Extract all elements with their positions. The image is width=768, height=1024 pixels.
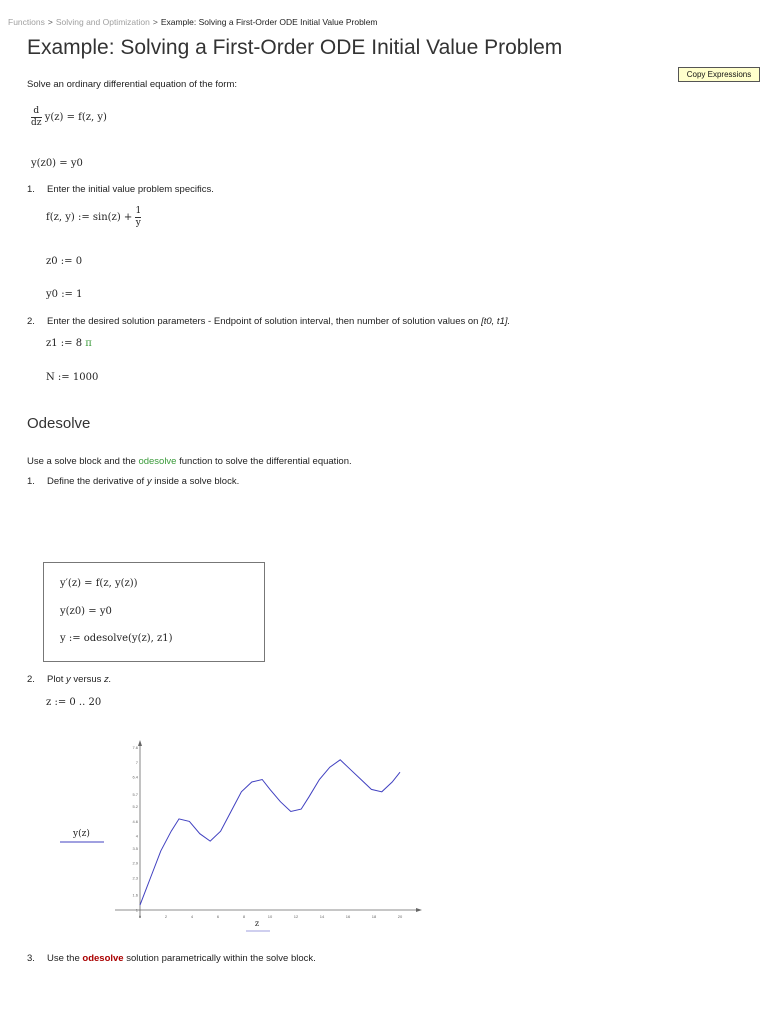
plot-var-y: y bbox=[66, 674, 71, 685]
y-tick-label: 5.2 bbox=[132, 804, 138, 810]
page-title: Example: Solving a First-Order ODE Initial Value Problem bbox=[27, 36, 563, 59]
derivative-fraction bbox=[31, 106, 42, 129]
copy-expressions-button[interactable]: Copy Expressions bbox=[678, 67, 760, 82]
y-tick-label: 4.6 bbox=[132, 818, 138, 824]
solve-block-initial: y(z0) = y0 bbox=[60, 606, 112, 617]
y-tick-label: 5.7 bbox=[132, 791, 138, 797]
y-tick-label: 2.9 bbox=[132, 860, 138, 866]
odesolve-ref[interactable]: odesolve bbox=[82, 953, 124, 964]
breadcrumb-current: Example: Solving a First-Order ODE Initial Value Problem bbox=[160, 17, 378, 27]
x-tick-label: 10 bbox=[267, 914, 273, 919]
line-chart[interactable] bbox=[73, 740, 430, 940]
f-fraction-numerator: 1 bbox=[135, 206, 142, 216]
intro-text: Solve an ordinary differential equation of the form: bbox=[27, 79, 238, 90]
step-3-prefix: Use the bbox=[47, 953, 83, 964]
step-3-number: 3. bbox=[27, 953, 35, 964]
solve-block[interactable] bbox=[43, 562, 265, 662]
step-1-text: Enter the initial value problem specifics. bbox=[47, 184, 214, 195]
step-2-text bbox=[47, 316, 510, 327]
solve-block-odesolve: y := odesolve(y(z), z1) bbox=[60, 633, 173, 644]
step-3-suffix: solution parametrically within the solve block. bbox=[123, 953, 316, 964]
plot-versus: versus bbox=[70, 674, 105, 685]
derivative-numerator: d bbox=[33, 106, 40, 116]
f-definition[interactable] bbox=[46, 206, 141, 229]
y-axis-arrow bbox=[138, 740, 142, 746]
n-definition[interactable]: N := 1000 bbox=[46, 372, 99, 383]
define-suffix: inside a solve block. bbox=[151, 476, 240, 487]
step-2-interval: [t0, t1]. bbox=[481, 316, 511, 327]
ode-equation bbox=[31, 106, 107, 129]
f-definition-lhs: f(z, y) := sin(z) + bbox=[46, 212, 133, 223]
intro-prefix: Use a solve block and the bbox=[27, 456, 139, 467]
section-heading-odesolve: Odesolve bbox=[27, 415, 91, 432]
f-fraction bbox=[135, 206, 141, 229]
x-tick-label: 0 bbox=[138, 914, 142, 919]
y-tick-label: 7.6 bbox=[132, 745, 138, 751]
x-tick-group bbox=[139, 914, 403, 919]
odesolve-link[interactable]: odesolve bbox=[138, 456, 177, 467]
solve-block-derivative: y′(z) = f(z, y(z)) bbox=[60, 578, 138, 589]
x-tick-label: 12 bbox=[293, 914, 299, 919]
derivative-denominator: dz bbox=[31, 118, 42, 128]
x-axis-arrow bbox=[416, 908, 422, 912]
y-tick-label: 6.4 bbox=[132, 774, 138, 780]
x-tick-label: 18 bbox=[371, 914, 377, 919]
define-step-number: 1. bbox=[27, 476, 35, 487]
step-1-number: 1. bbox=[27, 184, 35, 195]
x-tick-label: 6 bbox=[216, 914, 220, 919]
f-fraction-denominator: y bbox=[135, 218, 141, 228]
x-axis-label: z bbox=[254, 919, 260, 928]
x-tick-label: 8 bbox=[242, 914, 246, 919]
x-tick-label: 16 bbox=[345, 914, 351, 919]
x-tick-label: 20 bbox=[397, 914, 403, 919]
step-2-number: 2. bbox=[27, 316, 35, 327]
y-tick-group bbox=[132, 745, 138, 912]
y-tick-label: 1 bbox=[135, 907, 138, 913]
y-tick-label: 4 bbox=[135, 833, 138, 839]
plot-step-text bbox=[47, 674, 111, 685]
y-tick-label: 3.5 bbox=[132, 845, 138, 851]
x-tick-label: 2 bbox=[164, 914, 168, 919]
z1-definition[interactable] bbox=[46, 338, 92, 349]
x-tick-label: 14 bbox=[319, 914, 325, 919]
plot-text: Plot bbox=[47, 674, 67, 685]
step-3-text bbox=[47, 953, 316, 964]
breadcrumb-link-solving[interactable]: Solving and Optimization bbox=[55, 17, 150, 27]
define-var: y bbox=[146, 476, 152, 487]
step-2-text-main: Enter the desired solution parameters - Endpoint of solution interval, then number of solution values on bbox=[47, 316, 482, 327]
ode-rhs: y(z) = f(z, y) bbox=[44, 112, 107, 123]
plot-step-number: 2. bbox=[27, 674, 35, 685]
pi-symbol: π bbox=[85, 338, 92, 349]
define-step-text bbox=[47, 476, 239, 487]
intro-suffix: function to solve the differential equation. bbox=[176, 456, 352, 467]
z0-definition[interactable]: z0 := 0 bbox=[46, 256, 83, 267]
y-tick-label: 1.6 bbox=[132, 892, 138, 898]
breadcrumb-separator: > bbox=[152, 17, 158, 27]
z-range-definition[interactable]: z := 0 .. 20 bbox=[46, 697, 102, 708]
plot-var-z: z. bbox=[104, 674, 112, 685]
x-tick-label: 4 bbox=[190, 914, 194, 919]
y0-definition[interactable]: y0 := 1 bbox=[46, 289, 83, 300]
odesolve-intro bbox=[27, 456, 352, 467]
y-tick-label: 7 bbox=[135, 759, 138, 765]
breadcrumb-link-functions[interactable]: Functions bbox=[8, 17, 45, 27]
y-tick-label: 2.3 bbox=[132, 875, 138, 881]
y-axis-label: y(z) bbox=[73, 829, 90, 839]
breadcrumb bbox=[8, 17, 378, 27]
z1-value: z1 := 8 bbox=[46, 338, 86, 349]
initial-condition: y(z0) = y0 bbox=[31, 158, 83, 169]
define-prefix: Define the derivative of bbox=[47, 476, 147, 487]
breadcrumb-separator: > bbox=[47, 17, 53, 27]
series-line-y bbox=[140, 760, 400, 905]
